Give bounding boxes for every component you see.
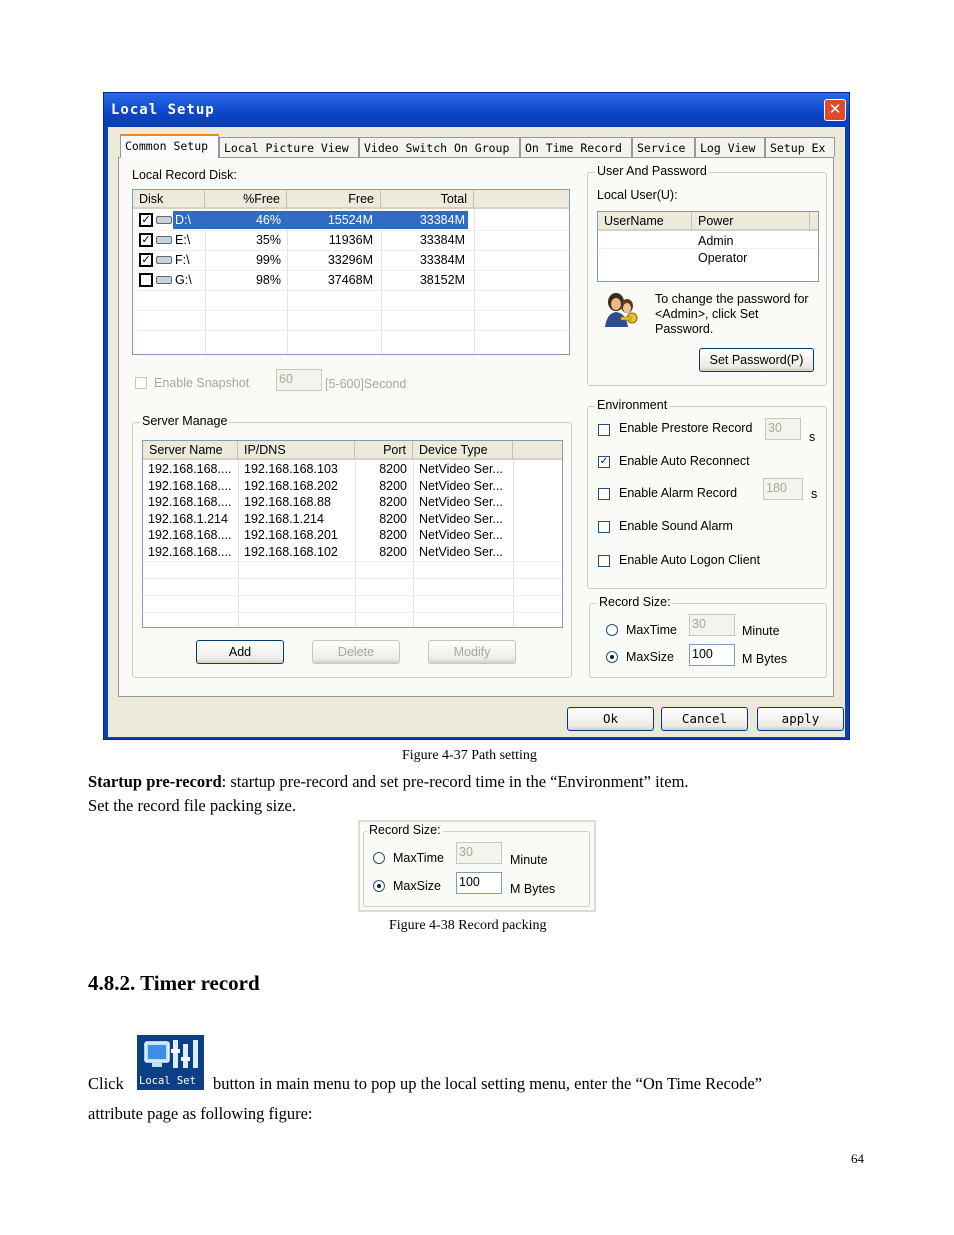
maxtime-label: MaxTime bbox=[393, 851, 444, 865]
disk-col-header[interactable]: Disk bbox=[133, 190, 205, 209]
drive-icon bbox=[156, 236, 172, 244]
server-cell: 192.168.168.102 bbox=[244, 544, 338, 559]
maxtime-input[interactable]: 30 bbox=[689, 614, 735, 636]
auto-logon-checkbox[interactable] bbox=[598, 555, 610, 567]
record-packing-figure bbox=[358, 820, 596, 912]
server-cell: 192.168.168.103 bbox=[244, 462, 338, 476]
record-size-group-small bbox=[363, 823, 590, 907]
server-cell: NetVideo Ser... bbox=[419, 528, 503, 542]
delete-button[interactable]: Delete bbox=[312, 640, 400, 664]
prestore-time-input[interactable]: 30 bbox=[765, 418, 801, 440]
total-col-header[interactable]: Total bbox=[381, 190, 474, 209]
disk-cell: 33384M bbox=[419, 233, 465, 247]
power-col-header[interactable]: Power bbox=[692, 212, 810, 231]
apply-button[interactable]: apply bbox=[757, 707, 844, 731]
port-col-header[interactable]: Port bbox=[355, 441, 413, 460]
close-icon[interactable]: ✕ bbox=[824, 99, 846, 121]
ok-button[interactable]: Ok bbox=[567, 707, 654, 731]
maxtime-label: MaxTime bbox=[626, 623, 677, 637]
disk-cell: G:\ bbox=[175, 273, 192, 287]
record-size-label: Record Size: bbox=[369, 823, 441, 837]
disk-cell: 35% bbox=[255, 233, 281, 247]
maxsize-input[interactable]: 100 bbox=[456, 872, 502, 894]
local-setup-dialog bbox=[103, 92, 850, 740]
server-cell: NetVideo Ser... bbox=[419, 511, 503, 526]
server-cell: 8200 bbox=[379, 478, 407, 493]
local-set-icon[interactable] bbox=[137, 1035, 204, 1090]
server-row[interactable] bbox=[143, 478, 563, 494]
drive-icon bbox=[156, 216, 172, 224]
server-cell: NetVideo Ser... bbox=[419, 462, 503, 476]
ip-dns-col-header[interactable]: IP/DNS bbox=[238, 441, 355, 460]
page-number: 64 bbox=[851, 1151, 864, 1166]
maxtime-input[interactable]: 30 bbox=[456, 842, 502, 864]
username-col-header[interactable]: UserName bbox=[598, 212, 692, 231]
disk-cell: 33384M bbox=[419, 213, 465, 227]
prestore-unit: s bbox=[809, 430, 816, 444]
tab-common-setup[interactable]: Common Setup bbox=[120, 134, 219, 158]
maxsize-radio[interactable] bbox=[606, 651, 618, 663]
server-row[interactable] bbox=[143, 511, 563, 527]
auto-reconnect-label: Enable Auto Reconnect bbox=[619, 454, 750, 468]
disk-cell: F:\ bbox=[175, 253, 190, 267]
paragraph-click-instruction: button in main menu to pop up the local setting menu, enter the “On Time Recode” bbox=[213, 1074, 762, 1093]
disk-cell: E:\ bbox=[175, 233, 191, 247]
free-pct-col-header[interactable]: %Free bbox=[205, 190, 287, 209]
cancel-button[interactable]: Cancel bbox=[661, 707, 748, 731]
disk-cell: 37468M bbox=[327, 273, 373, 287]
dialog-titlebar[interactable] bbox=[104, 93, 849, 127]
user-list[interactable] bbox=[597, 211, 819, 282]
maxsize-label: MaxSize bbox=[626, 650, 674, 664]
disk-cell: 33384M bbox=[419, 253, 465, 267]
server-cell: 192.168.168.... bbox=[148, 462, 232, 476]
drive-icon bbox=[156, 256, 172, 264]
tab-local-picture-view[interactable]: Local Picture View bbox=[219, 137, 359, 157]
disk-row[interactable] bbox=[133, 271, 570, 289]
disk-cell: 15524M bbox=[327, 213, 373, 227]
server-name-col-header[interactable]: Server Name bbox=[143, 441, 238, 460]
disk-row[interactable] bbox=[133, 231, 570, 249]
server-row[interactable] bbox=[143, 494, 563, 510]
section-heading: 4.8.2. Timer record bbox=[88, 971, 260, 995]
auto-logon-label: Enable Auto Logon Client bbox=[619, 553, 761, 567]
server-cell: NetVideo Ser... bbox=[419, 495, 503, 509]
server-list[interactable] bbox=[142, 440, 563, 628]
user-password-label: User And Password bbox=[597, 164, 707, 178]
server-row[interactable] bbox=[143, 544, 563, 560]
device-type-col-header[interactable]: Device Type bbox=[413, 441, 513, 460]
auto-reconnect-checkbox[interactable]: ✓ bbox=[599, 456, 609, 467]
dialog-client bbox=[108, 127, 845, 737]
server-cell: 192.168.168.88 bbox=[244, 495, 331, 509]
environment-label: Environment bbox=[597, 398, 668, 412]
disk-cell: D:\ bbox=[175, 213, 191, 227]
maxsize-radio[interactable] bbox=[373, 880, 385, 892]
maxsize-label: MaxSize bbox=[393, 879, 441, 893]
alarm-record-unit: s bbox=[811, 487, 818, 501]
alarm-record-checkbox[interactable] bbox=[598, 488, 610, 500]
enable-snapshot-checkbox[interactable] bbox=[135, 377, 147, 389]
set-password-button[interactable]: Set Password(P) bbox=[699, 348, 814, 372]
server-cell: NetVideo Ser... bbox=[419, 478, 503, 493]
server-manage-label: Server Manage bbox=[142, 414, 228, 428]
local-set-icon-label: Local Set bbox=[139, 1075, 196, 1087]
tab-video-switch-on-group[interactable]: Video Switch On Group bbox=[359, 137, 520, 157]
environment-group bbox=[587, 398, 827, 589]
disk-cell: 46% bbox=[255, 213, 281, 227]
dialog-title: Local Setup bbox=[111, 102, 215, 118]
term-startup-prerecord: Startup pre-record bbox=[88, 772, 222, 791]
alarm-record-time-input[interactable]: 180 bbox=[763, 478, 803, 500]
server-cell: 192.168.168.... bbox=[148, 528, 232, 542]
add-button[interactable]: Add bbox=[196, 640, 284, 664]
maxtime-unit: Minute bbox=[510, 853, 548, 867]
prestore-record-checkbox[interactable] bbox=[598, 424, 610, 436]
modify-button[interactable]: Modify bbox=[428, 640, 516, 664]
click-word: Click bbox=[88, 1074, 124, 1093]
blank-col-header bbox=[474, 190, 570, 209]
disk-cell: 99% bbox=[255, 253, 281, 267]
disk-row[interactable] bbox=[133, 251, 570, 269]
server-cell: NetVideo Ser... bbox=[419, 544, 503, 559]
server-cell: 192.168.168.201 bbox=[244, 528, 338, 542]
users-key-icon bbox=[602, 291, 642, 329]
record-size-label: Record Size: bbox=[599, 595, 671, 609]
paragraph-startup-prerecord: Startup pre-record: startup pre-record and set pre-record time in the “Environment” item. bbox=[88, 772, 689, 791]
server-cell: 8200 bbox=[379, 528, 407, 542]
figure-caption-4-38: Figure 4-38 Record packing bbox=[389, 918, 547, 933]
server-cell: 192.168.168.202 bbox=[244, 478, 338, 493]
disk-cell: 38152M bbox=[419, 273, 465, 287]
local-record-disk-label: Local Record Disk: bbox=[132, 168, 237, 182]
disk-cell: 98% bbox=[255, 273, 281, 287]
sound-alarm-label: Enable Sound Alarm bbox=[619, 519, 733, 533]
free-col-header[interactable]: Free bbox=[287, 190, 381, 209]
user-row-power[interactable]: Operator bbox=[698, 251, 748, 265]
tab-log-view[interactable]: Log View bbox=[695, 137, 765, 157]
maxtime-radio[interactable] bbox=[373, 852, 385, 864]
prestore-record-label: Enable Prestore Record bbox=[619, 421, 753, 435]
maxsize-input[interactable]: 100 bbox=[689, 644, 735, 666]
sound-alarm-checkbox[interactable] bbox=[598, 521, 610, 533]
disk-checkbox[interactable]: ✓ bbox=[139, 233, 153, 247]
record-size-group bbox=[589, 595, 827, 678]
disk-list[interactable] bbox=[132, 189, 570, 355]
paragraph-attribute-page: attribute page as following figure: bbox=[88, 1104, 313, 1123]
enable-snapshot-label: Enable Snapshot bbox=[154, 376, 250, 390]
disk-checkbox[interactable]: ✓ bbox=[139, 253, 153, 267]
server-cell: 8200 bbox=[379, 544, 407, 559]
user-row-power[interactable]: Admin bbox=[698, 234, 734, 248]
paragraph-record-packing: Set the record file packing size. bbox=[88, 796, 296, 815]
server-row[interactable] bbox=[143, 461, 563, 477]
tab-service[interactable]: Service bbox=[632, 137, 695, 157]
server-cell: 8200 bbox=[379, 511, 407, 526]
server-cell: 8200 bbox=[379, 495, 407, 509]
maxtime-unit: Minute bbox=[742, 624, 780, 638]
password-hint: To change the password for <Admin>, click Set Password. bbox=[655, 292, 809, 336]
snapshot-range-label: [5-600]Second bbox=[325, 377, 407, 391]
disk-cell: 11936M bbox=[328, 233, 373, 247]
server-cell: 192.168.1.214 bbox=[244, 511, 324, 526]
disk-cell: 33296M bbox=[327, 253, 373, 267]
server-cell: 192.168.168.... bbox=[148, 495, 232, 509]
server-cell: 192.168.168.... bbox=[148, 478, 232, 493]
disk-checkbox[interactable]: ✓ bbox=[139, 213, 153, 227]
server-cell: 8200 bbox=[379, 462, 407, 476]
maxsize-unit: M Bytes bbox=[510, 882, 556, 896]
server-manage-group bbox=[132, 414, 572, 678]
maxtime-radio[interactable] bbox=[606, 624, 618, 636]
maxsize-unit: M Bytes bbox=[742, 652, 788, 666]
tab-on-time-record[interactable]: On Time Record bbox=[520, 137, 632, 157]
server-row[interactable] bbox=[143, 527, 563, 543]
alarm-record-label: Enable Alarm Record bbox=[619, 486, 738, 500]
common-setup-panel bbox=[118, 157, 834, 697]
server-cell: 192.168.168.... bbox=[148, 544, 232, 559]
disk-row[interactable] bbox=[133, 211, 570, 229]
user-password-group bbox=[587, 164, 827, 386]
figure-caption-4-37: Figure 4-37 Path setting bbox=[402, 748, 537, 763]
snapshot-interval-input[interactable]: 60 bbox=[276, 369, 322, 391]
disk-checkbox[interactable] bbox=[139, 273, 153, 287]
local-user-label: Local User(U): bbox=[597, 188, 678, 202]
server-cell: 192.168.1.214 bbox=[148, 511, 228, 526]
tab-setup-ex[interactable]: Setup Ex bbox=[765, 137, 835, 157]
drive-icon bbox=[156, 276, 172, 284]
